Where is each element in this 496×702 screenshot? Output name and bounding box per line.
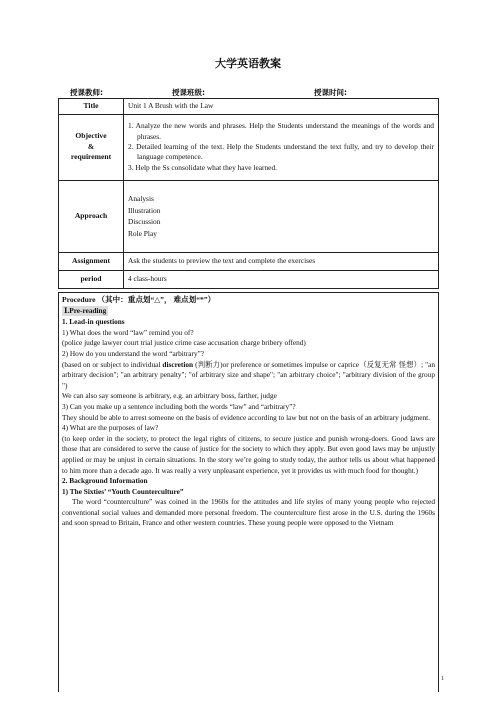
lead-in-heading: 1. Lead-in questions <box>62 317 125 327</box>
objective-label-line: & <box>87 141 95 151</box>
section-tag-pre-reading: Ⅰ.Pre-reading <box>64 305 107 315</box>
class-label: 授课班级: <box>172 88 205 97</box>
document-title: 大学英语教案 <box>215 57 281 70</box>
objective-item: 1. Analyze the new words and phrases. Help the Students understand the meanings of the words and phrases. <box>128 121 434 141</box>
header-row <box>58 87 438 98</box>
answer-1: (police judge lawyer court trial justice crime case accusation charge bribery offend) <box>62 338 306 348</box>
question-3: 3) Can you make up a sentence including both the words “law” and “arbitrary”? <box>62 401 296 411</box>
assignment-label: Assignment <box>59 252 124 270</box>
title-label: Title <box>59 99 124 115</box>
objective-label <box>59 114 124 180</box>
approach-item: Discussion <box>128 217 161 227</box>
objective-label-line: Objective <box>75 131 107 141</box>
objective-item: 2. Detailed learning of the text. Help the Students understand the text fully, and try to develop their language competence. <box>128 141 434 162</box>
answer-2-pre: (based on or subject to individual <box>62 359 163 369</box>
question-2: 2) How do you understand the word “arbitrary”? <box>62 348 205 358</box>
period-label: period <box>59 270 124 288</box>
answer-2-extra: We can also say someone is arbitrary, e.g. an arbitrary boss, farther, judge <box>62 391 277 401</box>
question-1: 1) What does the word “law” remind you of? <box>62 327 194 337</box>
procedure-body <box>58 292 439 692</box>
background-heading: 2. Background Information <box>62 476 148 486</box>
sixties-text: The word “counterculture” was coined in the 1960s for the attitudes and life styles of many young people who rejected conventional social values and demanded more personal freedom. The counterculture first arose in the U.S. during the 1960s and soon spread to Britain, France and other western countries. These young people were opposed to the Vietnam <box>62 497 435 528</box>
teacher-label: 授课教师: <box>70 88 103 97</box>
answer-2 <box>62 360 435 392</box>
approach-list <box>124 180 439 252</box>
page-number: 1 <box>441 676 444 682</box>
approach-item: Illustration <box>128 205 161 215</box>
approach-item: Analysis <box>128 194 154 204</box>
answer-2-post: (判断力)or preference or sometimes impulse or caprice（反复无常 怪想）; "an arbitrary decision"; "an arbitrary penalty"; "of arbitrary size and shape"; "an arbitrary choice"; "arbitrary division of the group ") <box>62 359 435 390</box>
procedure-heading: Procedure （其中：重点划“△”， 难点划“*”） <box>62 295 216 304</box>
objective-list <box>124 114 439 180</box>
objective-label-line: requirement <box>70 152 112 162</box>
time-label: 授课时间: <box>314 88 347 97</box>
question-4: 4) What are the purposes of law? <box>62 423 159 433</box>
objective-item: 3. Help the Ss consolidate what they have learned. <box>128 162 277 172</box>
answer-2-keyword: discretion <box>162 359 194 369</box>
period-value: 4 class-hours <box>124 270 439 288</box>
approach-item: Role Play <box>128 228 157 238</box>
assignment-value: Ask the students to preview the text and complete the exercises <box>124 252 439 270</box>
approach-label: Approach <box>59 180 124 252</box>
answer-3: They should be able to arrest someone on the basis of evidence according to law but not on the basis of an arbitrary judgment. <box>62 412 430 422</box>
answer-4: (to keep order in the society, to protect the legal rights of citizens, to secure justice and punish wrong-doers. Good laws are those that are considered to serve the cause of justice for the society to which they apply. But even good laws may be unjustly applied or may be unjust in certain situations. In the story we’re going to study today, the author tells us about what happened to him more than a decade ago. It was really a very unpleasant experience, yet it provides us with much food for thought.) <box>62 433 435 475</box>
lesson-info-table <box>58 98 439 289</box>
sixties-heading: 1) The Sixties’ “Youth Counterculture” <box>62 486 184 496</box>
title-value: Unit 1 A Brush with the Law <box>124 99 439 115</box>
